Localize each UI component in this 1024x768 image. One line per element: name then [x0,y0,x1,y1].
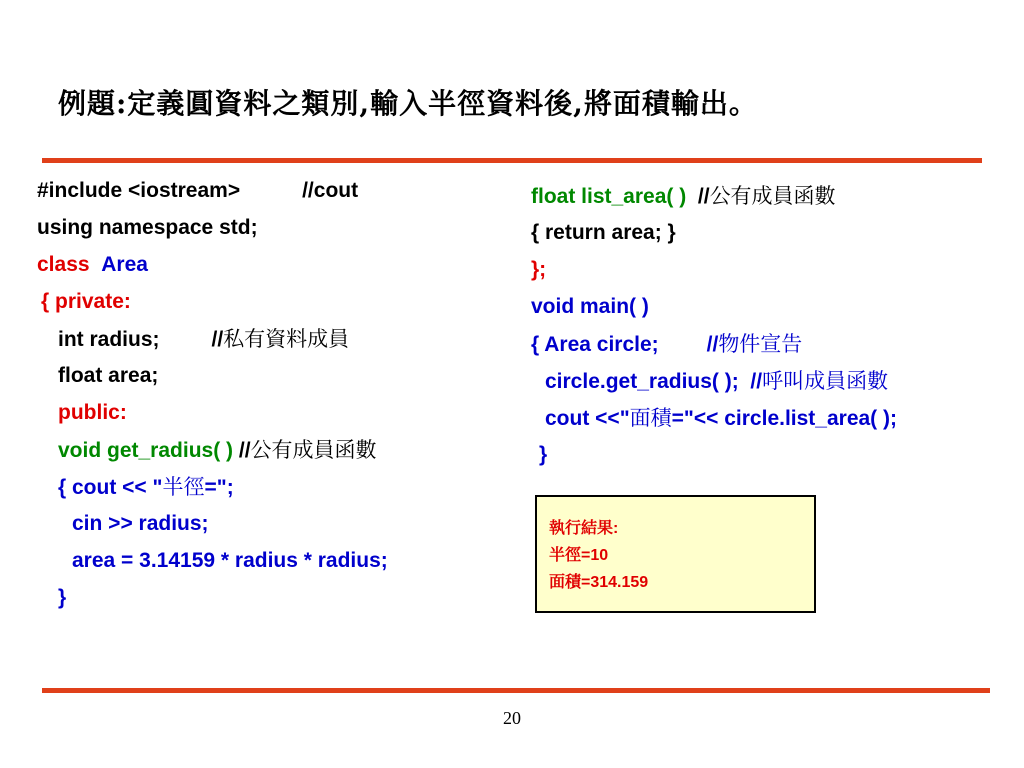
get-radius-call-comment-slash: // [750,370,763,393]
code-line-main: void main( ) [531,295,649,318]
class-keyword: class [37,253,90,276]
radius-comment-slash: // [211,328,224,351]
include-directive: #include <iostream> [37,179,241,202]
code-line-area-calc: area = 3.14159 * radius * radius; [72,549,388,572]
list-area-comment-slash: // [697,185,710,208]
result-heading: 執行結果: [549,520,619,537]
code-line-using: using namespace std; [37,216,258,239]
circle-decl: { Area circle; [531,333,659,356]
cout-cjk: 半徑 [162,475,205,499]
get-radius-decl: void get_radius( ) [58,439,234,462]
code-line-area: float area; [58,364,159,387]
cout-prefix: { cout << " [58,476,163,499]
code-line-radius [58,326,349,353]
code-line-list-area [531,183,836,210]
circle-comment-slash: // [706,333,719,356]
get-radius-comment-slash: // [238,439,251,462]
cout-suffix: ="; [204,476,234,499]
include-comment: //cout [302,179,359,202]
list-area-decl: float list_area( ) [531,185,687,208]
radius-decl: int radius; [58,328,160,351]
code-line-main-close: } [539,443,548,466]
code-line-class-end: }; [531,258,547,281]
result-area-label: 面積 [549,574,582,591]
result-radius-label: 半徑 [549,547,582,564]
code-line-class [37,252,148,278]
slide-title: 例題:定義圓資料之類別,輸入半徑資料後,將面積輸出。 [58,87,758,120]
code-line-get-radius [58,437,377,464]
code-line-private: { private: [41,290,131,313]
code-line-cout-area [545,405,897,432]
execution-result-box [535,495,816,613]
top-divider [42,158,982,163]
code-line-public: public: [58,401,127,424]
code-line-cout [58,474,234,501]
code-line-circle-decl [531,331,802,358]
cout-area-suffix: ="<< circle.list_area( ); [671,407,897,430]
page-number: 20 [503,708,521,728]
code-line-cin: cin >> radius; [72,512,209,535]
result-area-value: =314.159 [581,574,649,591]
code-line-get-radius-call [545,368,888,395]
result-radius [549,542,814,569]
result-area [549,569,814,596]
code-line-return: { return area; } [531,221,676,244]
list-area-comment: 公有成員函數 [709,184,836,208]
circle-comment: 物件宣告 [718,332,803,356]
result-radius-value: =10 [581,547,609,564]
bottom-divider [42,688,990,693]
cout-area-prefix: cout <<" [545,407,630,430]
code-line-close-brace: } [58,586,67,609]
get-radius-call: circle.get_radius( ); [545,370,739,393]
class-name: Area [101,253,148,276]
get-radius-comment: 公有成員函數 [250,438,377,462]
get-radius-call-comment: 呼叫成員函數 [762,369,889,393]
cout-area-cjk: 面積 [629,406,672,430]
radius-comment: 私有資料成員 [223,327,350,351]
code-line-include [37,178,358,204]
